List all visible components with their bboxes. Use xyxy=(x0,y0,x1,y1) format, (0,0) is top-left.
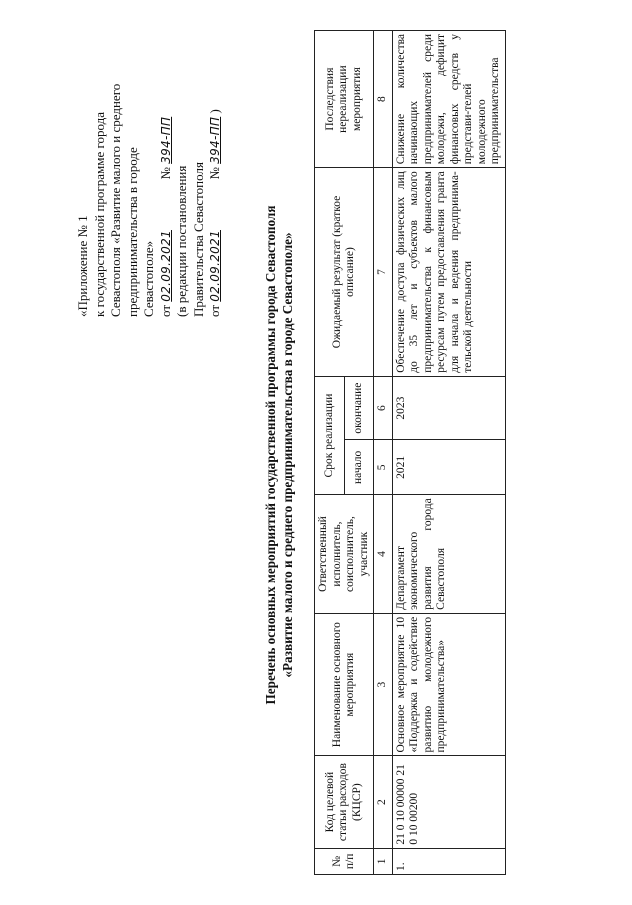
from-prefix: от xyxy=(157,304,173,317)
row-consequences: Снижение количества начинающих предпринимателей среди молодежи, дефицит финансовых средств у представи-телей молодежного предпринимательства xyxy=(392,31,505,168)
header-num: № п/п xyxy=(315,848,374,874)
row-end-year: 2023 xyxy=(392,376,505,440)
column-number: 5 xyxy=(374,440,393,495)
column-number: 8 xyxy=(374,31,393,168)
handwritten-date-1: 02.09.2021 xyxy=(158,230,173,302)
header-start: начало xyxy=(344,440,374,495)
row-measure-name: Основное мероприятие 10 «Поддержка и содействие развитию молодежного предпринимательства» xyxy=(392,613,505,756)
table-row xyxy=(392,31,505,875)
title-line-2: «Развитие малого и среднего предпринимательства в городе Севастополе» xyxy=(280,232,295,678)
measures-table xyxy=(314,30,506,875)
column-number: 2 xyxy=(374,756,393,848)
handwritten-number-2: 394-ПП xyxy=(208,116,222,164)
row-executor: Департамент экономического развития города Севастополя xyxy=(392,495,505,614)
appendix-line-8: Правительства Севастополя xyxy=(190,162,206,317)
row-start-year: 2021 xyxy=(392,440,505,495)
header-period: Срок реализации xyxy=(315,376,345,495)
appendix-line-5: Севастополе» xyxy=(141,240,156,317)
header-row-1 xyxy=(315,31,345,875)
document-title xyxy=(262,65,296,845)
from-prefix-2: от xyxy=(207,304,222,317)
column-number: 3 xyxy=(374,613,393,756)
appendix-line-2: к государственной программе города xyxy=(91,111,107,317)
column-number: 1 xyxy=(374,848,393,874)
appendix-block xyxy=(75,57,224,317)
column-number-row xyxy=(374,31,393,875)
column-number: 7 xyxy=(374,168,393,377)
column-number: 4 xyxy=(374,495,393,614)
handwritten-number-1: 394-ПП xyxy=(158,116,173,164)
appendix-line-7: (в редакции постановления xyxy=(174,165,189,317)
closing-paren: ) xyxy=(207,109,222,114)
header-executor: Ответственный исполнитель, соисполнитель, участник xyxy=(315,495,374,614)
header-end: окончание xyxy=(344,376,374,440)
title-line-1: Перечень основных мероприятий государственной программы города Севастополя xyxy=(263,205,278,705)
column-number: 6 xyxy=(374,376,393,440)
header-consequences: Последствия нереализации мероприятия xyxy=(315,31,374,168)
number-prefix-2: № xyxy=(207,167,222,180)
row-number: 1. xyxy=(392,848,505,874)
appendix-line-3: Севастополя «Развитие малого и среднего xyxy=(108,83,123,317)
appendix-line-4: предпринимательства в городе xyxy=(124,147,140,317)
number-prefix: № xyxy=(157,167,173,180)
appendix-date-line-2 xyxy=(207,57,224,317)
row-expected-result: Обеспечение доступа физических лиц до 35 лет и субъектов малого предпринимательства к финансовым ресурсам путем предоставления гранта для начала и ведения предпринима-тельской деятельности xyxy=(392,168,505,377)
header-result: Ожидаемый результат (краткое описание) xyxy=(315,168,374,377)
appendix-line-1: «Приложение № 1 xyxy=(75,215,90,317)
header-code: Код целевой статьи расходов (КЦСР) xyxy=(315,756,374,848)
handwritten-date-2: 02.09.2021 xyxy=(208,230,222,302)
header-name: Наименование основного мероприятия xyxy=(315,613,374,756)
appendix-date-line-1 xyxy=(158,57,175,317)
row-code: 21 0 10 00000 21 0 10 00200 xyxy=(392,756,505,848)
